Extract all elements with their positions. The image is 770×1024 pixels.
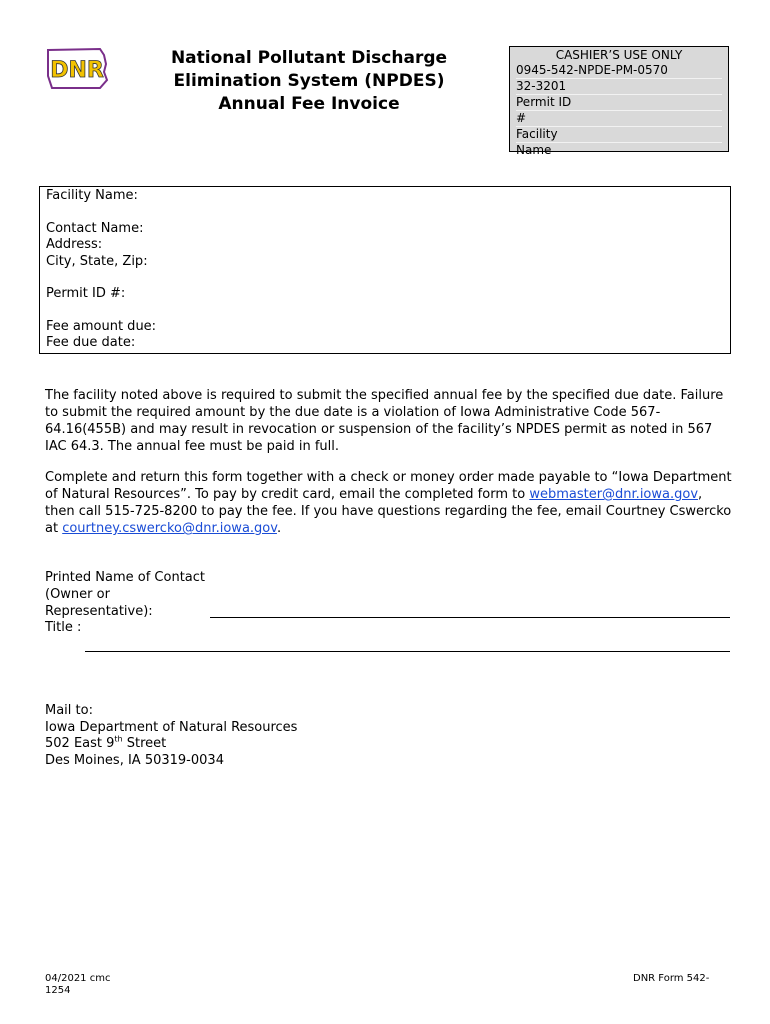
payment-text-c: .	[276, 521, 282, 536]
title-field[interactable]	[85, 651, 730, 652]
contact-name-label: Contact Name:	[46, 220, 144, 236]
cashier-line: Permit ID	[516, 95, 722, 111]
mail-street: 502 East 9th Street	[45, 734, 167, 751]
cashier-line: Name	[516, 143, 552, 157]
payment-instructions-paragraph	[45, 469, 735, 537]
printed-name-field[interactable]	[210, 617, 730, 618]
mail-org: Iowa Department of Natural Resources	[45, 719, 298, 735]
title-line-1: National Pollutant Discharge	[170, 48, 448, 68]
payment-text-b: , then call 515-725-8200 to pay the fee. If you have questions regarding the fee, email Courtney Cswercko at	[45, 487, 732, 536]
printed-name-label: Printed Name of Contact (Owner or Representative):	[45, 570, 206, 619]
footer-form-number: DNR Form 542-	[633, 973, 710, 984]
address-label: Address:	[46, 237, 103, 252]
payment-text-a: Complete and return this form together with a check or money order made payable to “Iowa Department of Natural Resources”. To pay by credit card, email the completed form to	[45, 470, 732, 502]
iowa-state-logo-icon	[44, 46, 110, 92]
permit-id-label: Permit ID #:	[46, 286, 126, 301]
facility-info-box	[39, 186, 731, 354]
mail-heading: Mail to:	[45, 703, 93, 718]
document-title	[150, 47, 468, 116]
footer-revision: 04/2021 cmc 1254	[45, 973, 111, 996]
fee-due-date-label: Fee due date:	[46, 335, 136, 350]
webmaster-email-link[interactable]: webmaster@dnr.iowa.gov	[529, 487, 699, 502]
title-line-2: Elimination System (NPDES)	[173, 71, 445, 91]
cashier-line: Facility	[516, 127, 722, 143]
cashier-line: #	[516, 111, 722, 127]
cashier-line: 32-3201	[516, 79, 722, 95]
cashier-heading: CASHIER’S USE ONLY	[555, 48, 683, 62]
facility-name-label: Facility Name:	[46, 188, 138, 203]
requirement-paragraph: The facility noted above is required to submit the specified annual fee by the specified due date. Failure to submit the required amount by the due date is a violation of Iowa Administrative Code 567-64.16(455B) and may result in revocation or suspension of the facility’s NPDES permit as noted in 567 IAC 64.3. The annual fee must be paid in full.	[45, 388, 724, 454]
contact-email-link[interactable]: courtney.cswercko@dnr.iowa.gov	[62, 521, 277, 536]
mailing-address	[45, 703, 445, 769]
mail-city: Des Moines, IA 50319-0034	[45, 752, 224, 768]
cashier-line: 0945-542-NPDE-PM-0570	[516, 63, 722, 79]
cashier-use-box	[509, 46, 729, 157]
fee-amount-label: Fee amount due:	[46, 318, 157, 334]
logo-text: DNR	[50, 58, 104, 83]
dnr-logo	[44, 46, 110, 92]
title-line-3: Annual Fee Invoice	[218, 94, 400, 114]
city-state-zip-label: City, State, Zip:	[46, 253, 148, 269]
title-label: Title :	[45, 620, 82, 635]
